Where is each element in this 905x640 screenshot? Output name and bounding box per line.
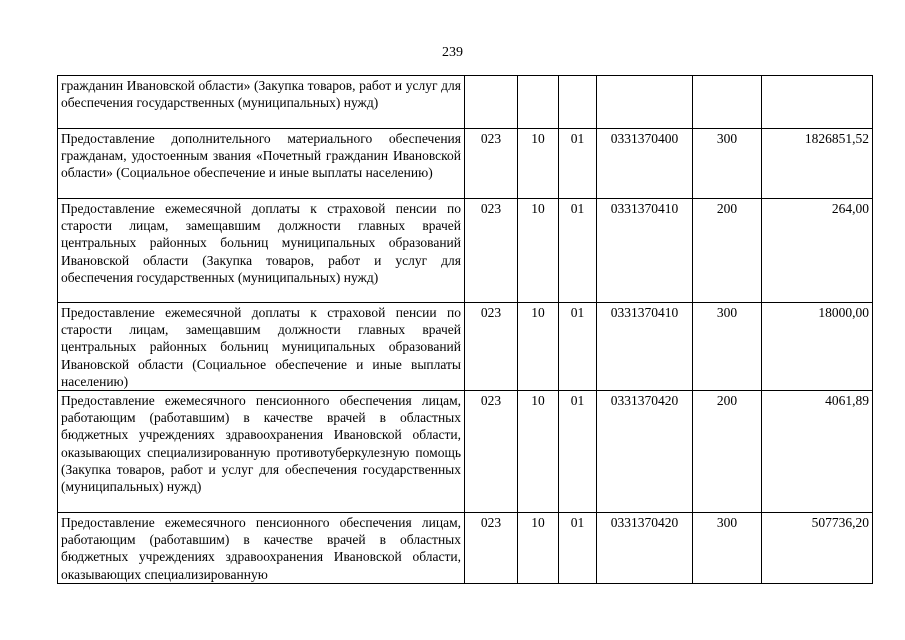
expense-type-code: 300 [693, 129, 762, 199]
ministry-code: 023 [465, 391, 518, 513]
expense-type-code: 300 [693, 303, 762, 391]
amount [762, 76, 873, 129]
section-code: 10 [518, 513, 559, 584]
expense-type-code: 300 [693, 513, 762, 584]
amount: 4061,89 [762, 391, 873, 513]
subsection-code: 01 [559, 513, 597, 584]
ministry-code: 023 [465, 303, 518, 391]
row-description: Предоставление ежемесячной доплаты к страховой пенсии по старости лицам, замещавшим должности главных врачей центральных районных больниц муниципальных образований Ивановской области (Закупка товаров, работ и услуг для обеспечения государственных (муниципальных) нужд) [58, 199, 465, 303]
subsection-code: 01 [559, 303, 597, 391]
ministry-code: 023 [465, 129, 518, 199]
subsection-code: 01 [559, 199, 597, 303]
row-description: Предоставление дополнительного материального обеспечения гражданам, удостоенным звания «Почетный гражданин Ивановской области» (Социальное обеспечение и иные выплаты населению) [58, 129, 465, 199]
row-description: гражданин Ивановской области» (Закупка товаров, работ и услуг для обеспечения государственных (муниципальных) нужд) [58, 76, 465, 129]
budget-table [57, 75, 873, 584]
table-row [58, 199, 873, 303]
section-code [518, 76, 559, 129]
target-article-code: 0331370410 [597, 303, 693, 391]
ministry-code: 023 [465, 199, 518, 303]
subsection-code [559, 76, 597, 129]
subsection-code: 01 [559, 129, 597, 199]
row-description: Предоставление ежемесячного пенсионного обеспечения лицам, работающим (работавшим) в качестве врачей в областных бюджетных учреждениях здравоохранения Ивановской области, оказывающих специализированную [58, 513, 465, 584]
section-code: 10 [518, 129, 559, 199]
row-description: Предоставление ежемесячного пенсионного обеспечения лицам, работающим (работавшим) в качестве врачей в областных бюджетных учреждениях здравоохранения Ивановской области, оказывающих специализированную противотуберкулезную помощь (Закупка товаров, работ и услуг для обеспечения государственных (муниципальных) нужд) [58, 391, 465, 513]
target-article-code: 0331370410 [597, 199, 693, 303]
target-article-code: 0331370400 [597, 129, 693, 199]
table-row [58, 513, 873, 584]
table-row [58, 76, 873, 129]
page-number: 239 [442, 45, 463, 60]
table-row [58, 391, 873, 513]
amount: 264,00 [762, 199, 873, 303]
expense-type-code: 200 [693, 391, 762, 513]
target-article-code: 0331370420 [597, 391, 693, 513]
amount: 1826851,52 [762, 129, 873, 199]
target-article-code: 0331370420 [597, 513, 693, 584]
ministry-code [465, 76, 518, 129]
ministry-code: 023 [465, 513, 518, 584]
amount: 507736,20 [762, 513, 873, 584]
expense-type-code [693, 76, 762, 129]
target-article-code [597, 76, 693, 129]
section-code: 10 [518, 199, 559, 303]
amount: 18000,00 [762, 303, 873, 391]
table-row [58, 129, 873, 199]
row-description: Предоставление ежемесячной доплаты к страховой пенсии по старости лицам, замещавшим должности главных врачей центральных районных больниц муниципальных образований Ивановской области (Социальное обеспечение и иные выплаты населению) [58, 303, 465, 391]
section-code: 10 [518, 391, 559, 513]
expense-type-code: 200 [693, 199, 762, 303]
section-code: 10 [518, 303, 559, 391]
subsection-code: 01 [559, 391, 597, 513]
table-row [58, 303, 873, 391]
